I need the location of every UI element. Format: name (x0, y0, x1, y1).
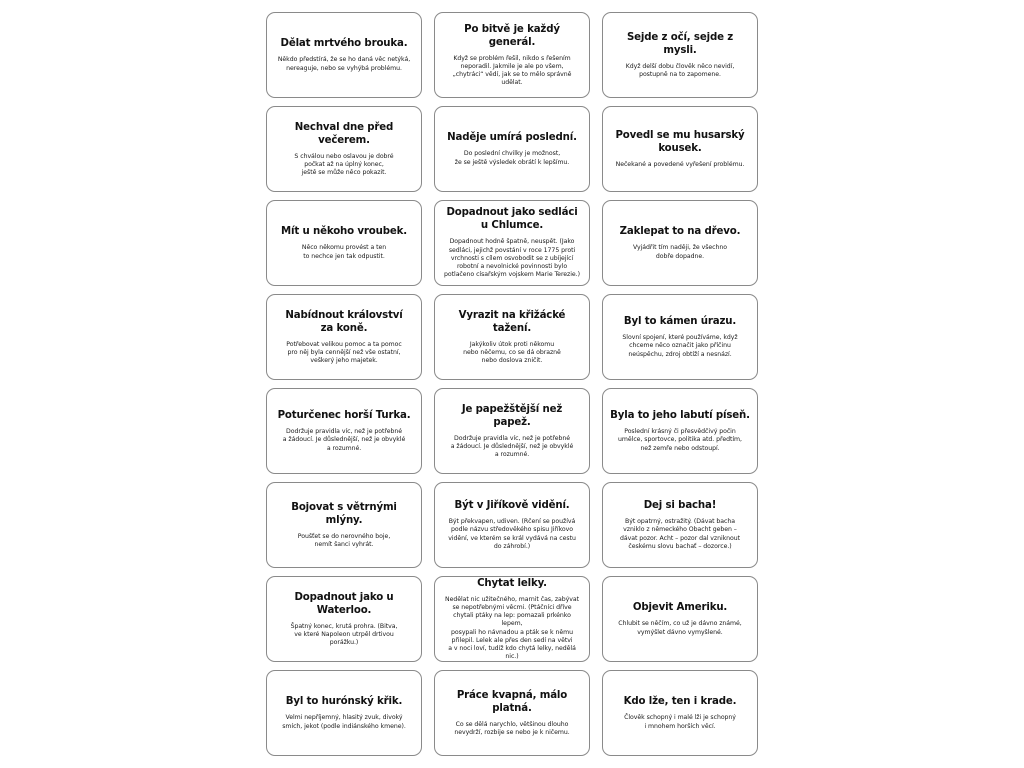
card-description: Někdo předstírá, že se ho daná věc netýká, nereaguje, nebo se vyhýbá problému. (277, 56, 411, 72)
card-title: Povedl se mu husarský kousek. (615, 129, 745, 154)
card-title: Je papežštější než papež. (461, 403, 563, 428)
card-description: Potřebovat velikou pomoc a ta pomoc pro něj byla cennější než vše ostatní, veškerý jeho majetek. (286, 340, 402, 365)
idiom-card (266, 12, 422, 98)
card-title: Dopadnout jako sedláci u Chlumce. (446, 207, 578, 232)
idiom-card (434, 482, 590, 568)
idiom-card (266, 106, 422, 192)
card-title: Práce kvapná, málo platná. (456, 689, 568, 714)
idiom-card (602, 106, 758, 192)
card-title: Byla to jeho labutí píseň. (610, 410, 750, 422)
card-description: Vyjádřit tím naději, že všechno dobře dopadne. (633, 244, 727, 260)
idiom-card (602, 200, 758, 286)
idiom-card (602, 576, 758, 662)
idiom-card (434, 388, 590, 474)
card-title: Naděje umírá poslední. (447, 132, 577, 144)
card-description: Co se dělá narychlo, většinou dlouho nevydrží, rozbije se nebo je k ničemu. (454, 720, 570, 736)
card-title: Vyrazit na křižácké tažení. (458, 309, 566, 334)
card-title: Dej si bacha! (643, 500, 717, 512)
idiom-card (434, 576, 590, 662)
card-description: Jakýkoliv útok proti někomu nebo něčemu, co se dá obrazně nebo doslova zničit. (463, 340, 561, 365)
card-title: Mít u někoho vroubek. (281, 226, 407, 238)
card-description: Když delší dobu člověk něco nevidí, postupně na to zapomene. (625, 62, 735, 78)
card-title: Být v Jiříkově vidění. (454, 500, 570, 512)
idiom-card (434, 12, 590, 98)
card-title: Dělat mrtvého brouka. (280, 38, 408, 50)
idiom-card (266, 670, 422, 756)
idiom-card (602, 12, 758, 98)
card-description: Slovní spojení, které používáme, když chceme něco označit jako příčinu neúspěchu, zdroj obtíží a nesnází. (622, 334, 738, 358)
card-description: Nečekané a povedené vyřešení problému. (615, 160, 745, 168)
idiom-card (602, 294, 758, 380)
card-title: Sejde z očí, sejde z mysli. (626, 31, 734, 56)
card-description: Poušťet se do nerovného boje, nemít šanci vyhrát. (297, 532, 391, 548)
card-title: Nechval dne před večerem. (294, 121, 394, 146)
idiom-card (434, 670, 590, 756)
idiom-card (602, 670, 758, 756)
card-title: Dopadnout jako u Waterloo. (294, 591, 394, 616)
card-description: Do poslední chvilky je možnost, že se ještě výsledek obrátí k lepšímu. (454, 150, 570, 166)
card-description: Dopadnout hodně špatně, neuspět. (Jako sedláci, jejichž povstání v roce 1775 proti vrchnosti s cílem osvobodit se z ubíjející robotní a nevolnické povinnosti bylo potlačeno císařským vojskem Marie Terezie.) (444, 238, 580, 279)
card-description: Špatný konec, krutá prohra. (Bitva, ve které Napoleon utrpěl drtivou porážku.) (290, 622, 398, 647)
idiom-card (434, 106, 590, 192)
idiom-card (266, 388, 422, 474)
card-description: Nedělat nic užitečného, marnit čas, zabývat se nepotřebnými věcmi. (Ptáčníci dříve chytali ptáky na lep: pomazali prkénko lepem, posypali ho návnadou a pták se k němu přilepil. Lelek ale přes den sedí na větvi a v noci loví, tudíž kdo chytá lelky, nedělá nic.) (445, 595, 579, 661)
idiom-card (266, 200, 422, 286)
card-title: Zaklepat to na dřevo. (619, 226, 741, 238)
card-description: Něco někomu provést a ten to nechce jen tak odpustit. (301, 244, 387, 260)
card-description: Když se problém řešil, nikdo s řešením neporadil. Jakmile je ale po všem, „chytráci“ vědí, jak se to mělo správně udělat. (452, 54, 572, 87)
card-description: Chlubit se něčím, co už je dávno známé, vymýšlet dávno vymyšlené. (618, 620, 742, 636)
card-description: Poslední krásný či přesvědčivý počin umělce, sportovce, politika atd. předtím, než zemře nebo odstoupí. (618, 428, 742, 452)
card-title: Poturčenec horší Turka. (277, 410, 411, 422)
card-title: Nabídnout království za koně. (285, 309, 403, 334)
card-title: Kdo lže, ten i krade. (623, 696, 737, 708)
card-description: Člověk schopný i malé lži je schopný i mnohem horších věcí. (624, 714, 736, 730)
card-description: Být překvapen, udiven. (Rčení se používá podle názvu středověkého spisu Jiříkovo vidění, ve kterém se král vydává na cestu do záhrobí.) (448, 518, 576, 550)
card-description: Dodržuje pravidla víc, než je potřebné a žádoucí. Je důslednější, než je obvyklé a rozumné. (282, 428, 406, 452)
idiom-card (602, 482, 758, 568)
idiom-card (266, 482, 422, 568)
card-description: Dodržuje pravidla víc, než je potřebné a žádoucí. Je důslednější, než je obvyklé a rozumné. (450, 434, 574, 459)
card-description: Být opatrný, ostražitý. (Dávat bacha vzniklo z německého Obacht geben – dávat pozor. Acht – pozor dal vzniknout českému slovu bachať – dozorce.) (619, 518, 741, 550)
idiom-card (602, 388, 758, 474)
card-title: Chytat lelky. (477, 577, 547, 589)
card-title: Bojovat s větrnými mlýny. (291, 501, 397, 526)
card-description: Velmi nepříjemný, hlasitý zvuk, divoký smích, jekot (podle indiánského kmene). (282, 714, 406, 730)
card-description: S chválou nebo oslavou je dobré počkat až na úplný konec, ještě se může něco pokazit. (294, 152, 394, 177)
card-title: Po bitvě je každý generál. (464, 23, 560, 48)
idiom-card (266, 294, 422, 380)
idiom-card (434, 200, 590, 286)
idiom-card (434, 294, 590, 380)
card-title: Byl to kámen úrazu. (623, 316, 737, 328)
card-title: Byl to hurónský křik. (285, 696, 403, 708)
card-title: Objevit Ameriku. (632, 602, 728, 614)
idiom-card (266, 576, 422, 662)
